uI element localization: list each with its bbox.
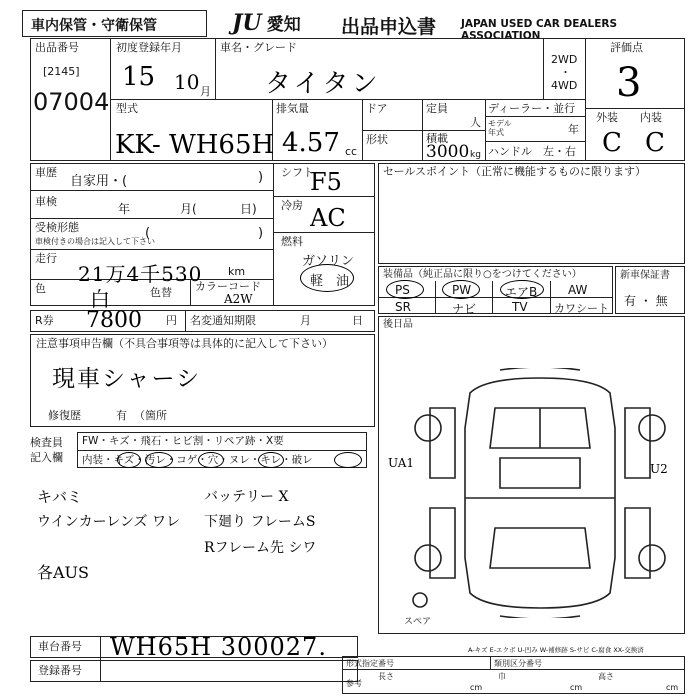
mark-torn [334, 452, 362, 468]
sales-point-label: セールスポイント（正常に機能するものに限ります） [383, 165, 647, 178]
equipment-aw: AW [568, 283, 588, 297]
deadline-day: 日 [352, 314, 363, 327]
rear-glass [490, 528, 590, 568]
mark-dirt [145, 452, 173, 468]
ju-logo [232, 10, 301, 36]
dealer-label: ディーラー・並行 [488, 102, 576, 115]
equipment-navi: ナビ [452, 302, 477, 316]
left-front-side [430, 408, 455, 478]
equipment-pw-circle [442, 280, 480, 299]
grade-label: 評価点 [610, 41, 643, 54]
recycle-value: 7800 [86, 308, 142, 333]
handle-label: ハンドル [488, 145, 532, 158]
claim-label: 受検形態 [35, 221, 79, 234]
mileage-unit: km [228, 265, 246, 278]
inspector-row1: FW・キズ・飛石・ヒビ割・リペア跡・X要 [82, 435, 284, 447]
wheel-rr [639, 545, 665, 571]
warranty-value: 有 ・ 無 [624, 294, 668, 308]
color-code-value: A2W [224, 292, 253, 306]
fuel-label: 燃料 [281, 235, 303, 248]
right-rear-side [625, 508, 650, 578]
form-title: 出品申込書 [341, 16, 437, 38]
storage-box [22, 10, 207, 37]
registration-year: 15 [122, 62, 156, 92]
chassis-label: 車台番号 [38, 640, 82, 653]
equipment-leather: カワシート [554, 302, 609, 315]
later-label: 後日品 [383, 319, 413, 330]
claim-close: ) [258, 226, 264, 241]
load-unit: kg [470, 150, 481, 160]
mileage-value: 21万4千530 [78, 262, 203, 286]
deadline-month: 月 [300, 314, 311, 327]
history-value: 自家用・( [70, 174, 128, 189]
remark-signal-lens: ウインカーレンズ ワレ [37, 514, 180, 530]
remark-yellowing: キバミ [37, 488, 83, 506]
roof [500, 458, 580, 488]
interior-value: C [645, 128, 665, 158]
mark-burn [198, 452, 224, 468]
color-code-label: カラーコード [195, 280, 261, 293]
displacement-value: 4.57 [282, 128, 340, 158]
drive-2wd: 2WD [551, 53, 578, 66]
fuel-gasoline: ガソリン [302, 254, 355, 269]
recycle-label: R券 [35, 314, 54, 327]
plate-label: 登録番号 [38, 664, 82, 677]
displacement-label: 排気量 [276, 102, 309, 115]
inspection-label: 車検 [35, 195, 57, 208]
shift-label: シフト [281, 166, 314, 179]
equipment-airbag: エアB [505, 285, 538, 299]
repair-place: （箇所 [134, 409, 167, 422]
fuel-diesel: 軽 油 [310, 274, 350, 289]
color-value: 白 [90, 287, 110, 311]
width-label: 巾 [498, 672, 506, 681]
logo-mark: JU [232, 10, 262, 36]
notes-label: 注意事項申告欄（不具合事項等は具体的に記入して下さい） [36, 337, 333, 350]
left-rear-side [430, 508, 455, 578]
equipment-sr: SR [395, 300, 411, 314]
capacity-unit: 人 [470, 116, 481, 129]
inspector-row2: 内装・キズ・汚レ・コゲ・穴・ヌレ・キレ・破レ [82, 454, 313, 466]
lot-label: 出品番号 [35, 41, 79, 54]
spare-label: スペア [404, 617, 432, 627]
formal-number-label: 形式指定番号 [346, 659, 394, 668]
remark-underbody: 下廻り フレームS [204, 514, 316, 530]
drive-dot: ・ [560, 66, 571, 79]
height-cm: cm [666, 683, 679, 692]
repair-value: 有 [116, 409, 127, 422]
sales-point-box [378, 163, 685, 264]
car-diagram [410, 368, 670, 618]
wheel-fr [639, 415, 665, 441]
displacement-unit: cc [345, 145, 358, 158]
registration-month-unit: 月 [200, 85, 211, 98]
storage-label: 車内保管・守衛保管 [31, 18, 157, 34]
deadline-label: 名変通知期限 [190, 314, 256, 327]
shift-value: F5 [310, 168, 342, 196]
wheel-rl [415, 545, 441, 571]
lot-number: 07004 [33, 88, 110, 116]
ac-label: 冷房 [281, 199, 303, 212]
lot-sub: [2145] [43, 65, 80, 78]
load-value: 3000 [426, 142, 470, 162]
inspection-month: 月( [180, 202, 197, 216]
equipment-airbag-circle [500, 280, 544, 299]
remark-each-aus: 各AUS [37, 563, 90, 582]
mark-scratch [117, 452, 141, 468]
door-label: ドア [366, 102, 388, 115]
inspector-label2: 記入欄 [30, 451, 63, 464]
warranty-label: 新車保証書 [620, 270, 670, 281]
history-label: 車歴 [35, 166, 57, 179]
mileage-label: 走行 [35, 252, 57, 265]
mark-wet [258, 452, 284, 468]
equipment-pw: PW [452, 283, 472, 297]
exterior-label: 外装 [596, 111, 618, 124]
remark-battery: バッテリー X [204, 489, 289, 505]
repair-label: 修復歴 [48, 409, 81, 422]
length-cm: cm [470, 683, 483, 692]
spare-wheel [413, 593, 427, 607]
load-label: 積載 [426, 132, 448, 145]
notes-line1: 現車シャーシ [52, 366, 202, 392]
shape-label: 形状 [366, 133, 388, 146]
grade-value: 3 [616, 60, 642, 106]
chassis-value: WH65H 300027. [110, 633, 327, 661]
drive-4wd: 4WD [551, 79, 578, 92]
category-number-label: 類別区分番号 [494, 659, 542, 668]
color-change-label: 色替 [150, 286, 172, 299]
inspection-year: 年 [118, 202, 131, 216]
height-label: 高さ [598, 672, 614, 681]
interior-label: 内装 [640, 111, 662, 124]
car-name-value: タイタン [265, 69, 381, 99]
inspector-label1: 検査員 [30, 436, 63, 449]
model-label: 型式 [116, 102, 138, 115]
association-name: JAPAN USED CAR DEALERS ASSOCIATION [461, 18, 618, 42]
legend-codes: A-キズ E-エクボ U-凹み W-補修跡 S-サビ C-腐食 XX-交換済 [468, 646, 644, 654]
history-close: ) [258, 170, 264, 185]
reference-label: 参考 [346, 679, 362, 688]
length-label: 長さ [378, 672, 394, 681]
model-year-label2: 年式 [488, 128, 504, 137]
right-front-side [625, 408, 650, 478]
registration-month: 10 [174, 70, 200, 94]
fuel-circle [300, 264, 354, 292]
model-value: KK- WH65H [115, 130, 275, 160]
equipment-ps: PS [395, 283, 410, 297]
wheel-fl [415, 415, 441, 441]
recycle-unit: 円 [166, 314, 177, 327]
car-name-label: 車名・グレード [220, 41, 297, 54]
width-cm: cm [570, 683, 583, 692]
capacity-label: 定員 [426, 102, 448, 115]
mark-left-ua1: UA1 [388, 456, 415, 470]
model-year-unit: 年 [568, 123, 579, 136]
exterior-value: C [602, 128, 622, 158]
equipment-label: 装備品（純正品に限り○をつけてください） [383, 269, 582, 280]
logo-pref: 愛知 [266, 15, 301, 35]
mark-right-u2: U2 [650, 462, 668, 476]
handle-options: 左・右 [543, 145, 576, 158]
remark-rear-frame: Rフレーム先 シワ [204, 540, 317, 556]
equipment-ps-circle [386, 280, 424, 299]
registration-label: 初度登録年月 [116, 41, 182, 54]
color-label: 色 [35, 282, 46, 295]
equipment-tv: TV [512, 300, 528, 314]
inspection-day: 日) [240, 202, 257, 216]
claim-open: ( [145, 226, 151, 241]
ac-value: AC [310, 204, 346, 232]
model-year-label1: モデル [488, 119, 512, 128]
claim-note: 車検付きの場合は記入して下さい [35, 237, 155, 246]
